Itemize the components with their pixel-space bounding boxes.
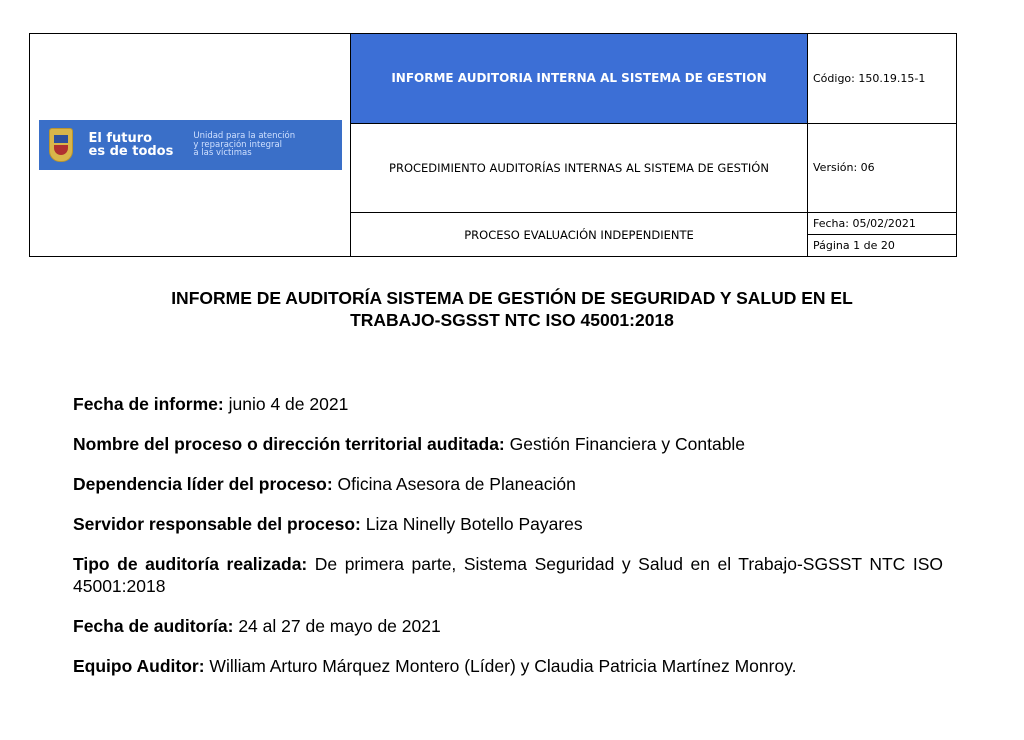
field-label: Servidor responsable del proceso: <box>73 514 361 534</box>
field-value: Gestión Financiera y Contable <box>509 434 746 454</box>
doc-type-cell: INFORME AUDITORIA INTERNA AL SISTEMA DE GESTION <box>351 34 808 124</box>
field-audit-team <box>73 655 943 677</box>
title-line-2: TRABAJO-SGSST NTC ISO 45001:2018 <box>350 310 674 330</box>
report-title <box>0 287 1024 331</box>
field-label: Dependencia líder del proceso: <box>73 474 333 494</box>
field-value: De primera parte, Sistema Seguridad y Salud en el Trabajo-SGSST NTC ISO 45001:2018 <box>73 554 943 596</box>
field-report-date <box>73 393 943 415</box>
field-audit-type <box>73 553 943 597</box>
field-process-name <box>73 433 943 455</box>
logo-cell <box>30 34 351 257</box>
field-label: Equipo Auditor: <box>73 656 205 676</box>
field-lead-dependency <box>73 473 943 495</box>
brand-slogan <box>89 132 174 158</box>
field-value: Liza Ninelly Botello Payares <box>365 514 583 534</box>
document-header-table <box>29 33 957 257</box>
field-label: Tipo de auditoría realizada: <box>73 554 308 574</box>
coat-of-arms-icon <box>49 128 73 162</box>
version-cell: Versión: 06 <box>808 123 957 213</box>
field-value: 24 al 27 de mayo de 2021 <box>238 616 441 636</box>
entity-line-3: a las víctimas <box>193 148 252 159</box>
page-cell: Página 1 de 20 <box>808 235 957 257</box>
field-value: junio 4 de 2021 <box>228 394 349 414</box>
field-label: Nombre del proceso o dirección territorial auditada: <box>73 434 505 454</box>
brand-line-2: es de todos <box>88 144 174 159</box>
field-value: William Arturo Márquez Montero (Líder) y Claudia Patricia Martínez Monroy. <box>209 656 797 676</box>
field-label: Fecha de informe: <box>73 394 224 414</box>
field-label: Fecha de auditoría: <box>73 616 234 636</box>
entity-line-2: y reparación integral <box>193 139 283 150</box>
field-audit-date <box>73 615 943 637</box>
entity-line-1: Unidad para la atención <box>193 131 296 142</box>
code-cell: Código: 150.19.15-1 <box>808 34 957 124</box>
procedure-cell: PROCEDIMIENTO AUDITORÍAS INTERNAS AL SISTEMA DE GESTIÓN <box>351 123 808 213</box>
field-responsible-servant <box>73 513 943 535</box>
entity-name <box>193 132 295 158</box>
brand-line-1: El futuro <box>88 131 153 146</box>
report-fields <box>73 393 943 677</box>
entity-logo <box>39 120 342 170</box>
date-cell: Fecha: 05/02/2021 <box>808 213 957 235</box>
field-value: Oficina Asesora de Planeación <box>337 474 576 494</box>
title-line-1: INFORME DE AUDITORÍA SISTEMA DE GESTIÓN DE SEGURIDAD Y SALUD EN EL <box>171 288 853 308</box>
process-cell: PROCESO EVALUACIÓN INDEPENDIENTE <box>351 213 808 257</box>
